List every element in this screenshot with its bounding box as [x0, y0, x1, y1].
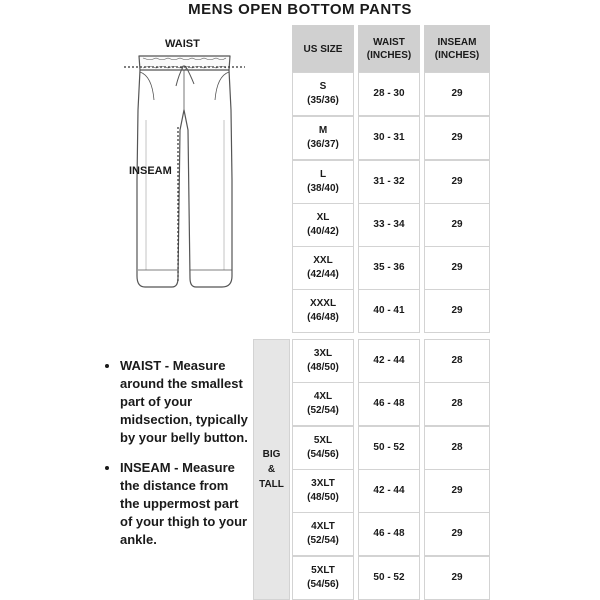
table-row-size	[292, 72, 354, 116]
inseam-value: 29	[451, 485, 463, 496]
size-code: XXXL	[309, 298, 337, 309]
table-row-inseam	[424, 116, 490, 160]
table-row-inseam	[424, 339, 490, 383]
table-row-inseam	[424, 426, 490, 470]
table-row-size	[292, 469, 354, 513]
inseam-value: 29	[451, 262, 463, 273]
table-row-size	[292, 203, 354, 247]
size-eu: (40/42)	[307, 226, 339, 237]
waist-label: WAIST	[165, 38, 200, 50]
table-row-size	[292, 116, 354, 160]
header-waist-text: WAIST (INCHES)	[366, 37, 412, 61]
table-row-size	[292, 556, 354, 600]
header-inseam-text: INSEAM (INCHES)	[434, 37, 480, 61]
big-tall-word-amp: &	[267, 464, 276, 475]
waist-value: 31 - 32	[373, 176, 405, 187]
header-us-size-text: US SIZE	[303, 43, 343, 55]
table-row-waist	[358, 556, 420, 600]
table-row-size	[292, 382, 354, 426]
size-code: XXL	[313, 255, 333, 266]
waist-value: 50 - 52	[373, 442, 405, 453]
size-code: 4XLT	[311, 521, 335, 532]
table-row-size	[292, 289, 354, 333]
waist-value: 50 - 52	[373, 572, 405, 583]
size-code: S	[319, 81, 327, 92]
table-row-inseam	[424, 382, 490, 426]
table-row-waist	[358, 339, 420, 383]
size-eu: (48/50)	[307, 362, 339, 373]
table-row-waist	[358, 512, 420, 556]
table-row-inseam	[424, 512, 490, 556]
inseam-value: 28	[451, 442, 463, 453]
inseam-label: INSEAM	[129, 165, 172, 177]
waist-value: 35 - 36	[373, 262, 405, 273]
measurement-notes	[108, 357, 248, 561]
table-row-size	[292, 339, 354, 383]
table-row-size	[292, 426, 354, 470]
table-row-inseam	[424, 246, 490, 290]
table-row-inseam	[424, 203, 490, 247]
size-eu: (54/56)	[307, 449, 339, 460]
inseam-value: 29	[451, 132, 463, 143]
table-row-inseam	[424, 72, 490, 116]
header-waist	[358, 25, 420, 73]
size-code: 3XLT	[311, 478, 335, 489]
inseam-note: • INSEAM - Measure the distance from the uppermost part of your thigh to your ankle.	[120, 459, 248, 549]
size-code: 5XL	[313, 435, 333, 446]
table-row-waist	[358, 72, 420, 116]
size-code: M	[318, 125, 328, 136]
table-row-waist	[358, 246, 420, 290]
inseam-value: 29	[451, 88, 463, 99]
size-eu: (52/54)	[307, 535, 339, 546]
big-tall-label	[253, 339, 290, 600]
inseam-value: 29	[451, 572, 463, 583]
table-row-size	[292, 246, 354, 290]
size-eu: (48/50)	[307, 492, 339, 503]
size-eu: (46/48)	[307, 312, 339, 323]
table-row-waist	[358, 382, 420, 426]
waist-value: 40 - 41	[373, 305, 405, 316]
waist-value: 46 - 48	[373, 398, 405, 409]
table-row-inseam	[424, 289, 490, 333]
table-row-size	[292, 160, 354, 204]
inseam-value: 29	[451, 176, 463, 187]
big-tall-word-big: BIG	[262, 449, 281, 460]
table-row-inseam	[424, 556, 490, 600]
size-code: 3XL	[313, 348, 333, 359]
size-code: 4XL	[313, 391, 333, 402]
waist-value: 28 - 30	[373, 88, 405, 99]
table-row-waist	[358, 469, 420, 513]
page-title: MENS OPEN BOTTOM PANTS	[188, 1, 412, 18]
waist-value: 42 - 44	[373, 355, 405, 366]
inseam-value: 28	[451, 355, 463, 366]
table-row-waist	[358, 203, 420, 247]
size-code: 5XLT	[311, 565, 335, 576]
waist-value: 46 - 48	[373, 528, 405, 539]
inseam-value: 29	[451, 305, 463, 316]
size-eu: (52/54)	[307, 405, 339, 416]
size-eu: (42/44)	[307, 269, 339, 280]
size-code: L	[319, 169, 327, 180]
table-row-size	[292, 512, 354, 556]
table-row-waist	[358, 289, 420, 333]
inseam-value: 29	[451, 219, 463, 230]
table-row-inseam	[424, 160, 490, 204]
header-us-size	[292, 25, 354, 73]
table-row-waist	[358, 116, 420, 160]
size-eu: (54/56)	[307, 579, 339, 590]
inseam-value: 29	[451, 528, 463, 539]
table-row-inseam	[424, 469, 490, 513]
size-eu: (36/37)	[307, 139, 339, 150]
waist-value: 33 - 34	[373, 219, 405, 230]
waist-note: • WAIST - Measure around the smallest part of your midsection, typically by your belly button.	[120, 357, 248, 447]
table-row-waist	[358, 160, 420, 204]
big-tall-word-tall: TALL	[259, 479, 284, 490]
size-eu: (38/40)	[307, 183, 339, 194]
waist-value: 30 - 31	[373, 132, 405, 143]
inseam-value: 28	[451, 398, 463, 409]
waist-value: 42 - 44	[373, 485, 405, 496]
size-eu: (35/36)	[307, 95, 339, 106]
table-row-waist	[358, 426, 420, 470]
size-code: XL	[316, 212, 330, 223]
header-inseam	[424, 25, 490, 73]
